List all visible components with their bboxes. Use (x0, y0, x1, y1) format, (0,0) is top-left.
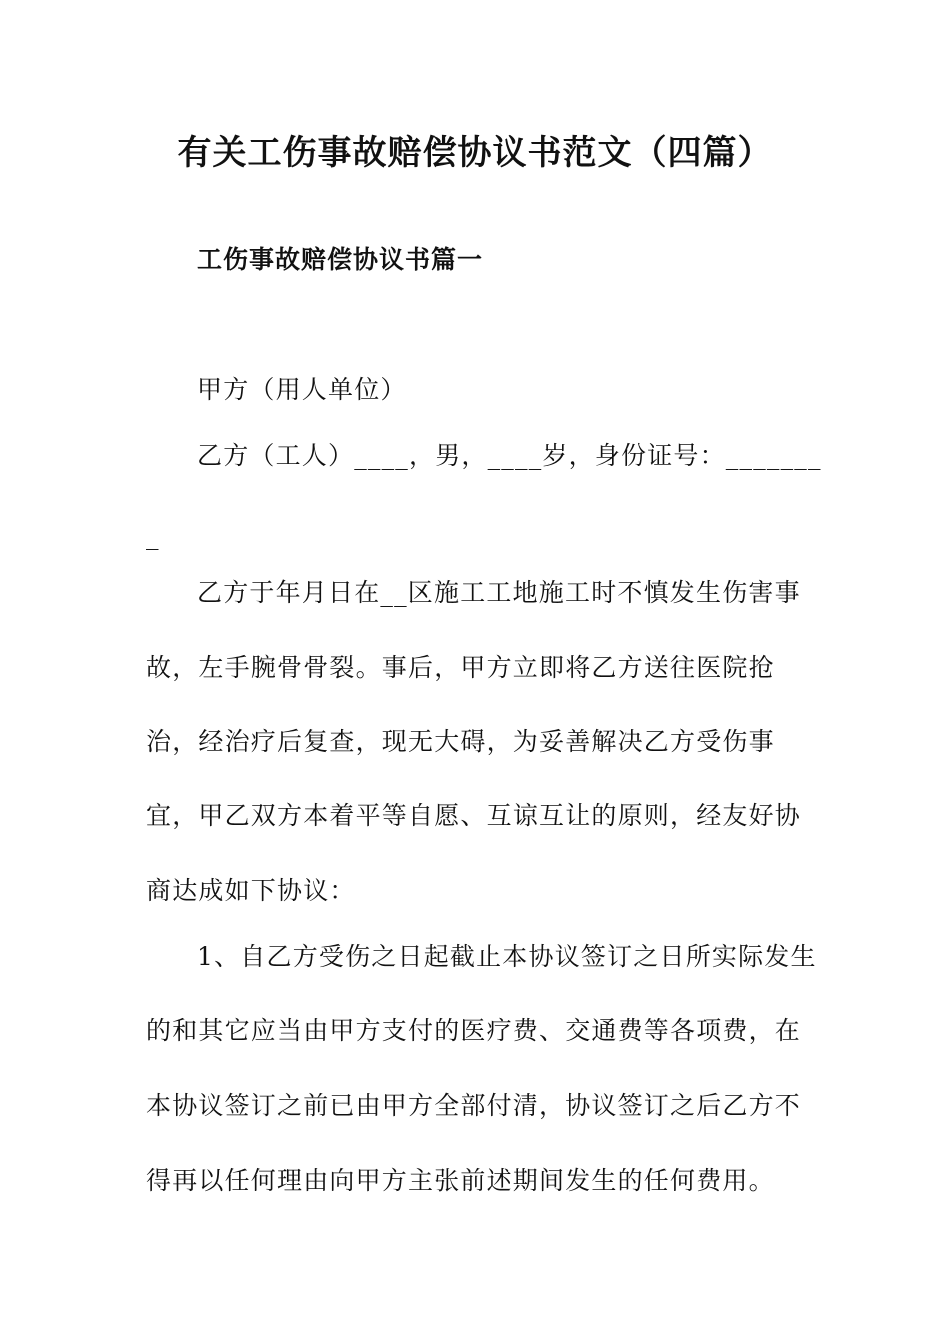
paragraph-line: 的和其它应当由甲方支付的医疗费、交通费等各项费，在 (146, 1016, 802, 1045)
party-b-line: 乙方（工人）____，男，____岁，身份证号：_______ (197, 441, 822, 470)
party-a-line: 甲方（用人单位） (197, 375, 407, 404)
paragraph-line: 商达成如下协议： (146, 876, 356, 905)
paragraph-line: 治，经治疗后复查，现无大碍，为妥善解决乙方受伤事 (146, 727, 775, 756)
paragraph-line: 本协议签订之前已由甲方全部付清，协议签订之后乙方不 (146, 1091, 802, 1120)
paragraph-line: 乙方于年月日在__区施工工地施工时不慎发生伤害事 (197, 578, 801, 607)
paragraph-line: 得再以任何理由向甲方主张前述期间发生的任何费用。 (146, 1166, 775, 1195)
paragraph-line: 宜，甲乙双方本着平等自愿、互谅互让的原则，经友好协 (146, 801, 802, 830)
section-heading: 工伤事故赔偿协议书篇一 (197, 245, 484, 274)
party-b-line-continuation: _ (146, 521, 160, 550)
paragraph-line: 1、自乙方受伤之日起截止本协议签订之日所实际发生 (197, 942, 817, 971)
paragraph-line: 故，左手腕骨骨裂。事后，甲方立即将乙方送往医院抢 (146, 653, 775, 682)
document-title: 有关工伤事故赔偿协议书范文（四篇） (177, 133, 773, 173)
